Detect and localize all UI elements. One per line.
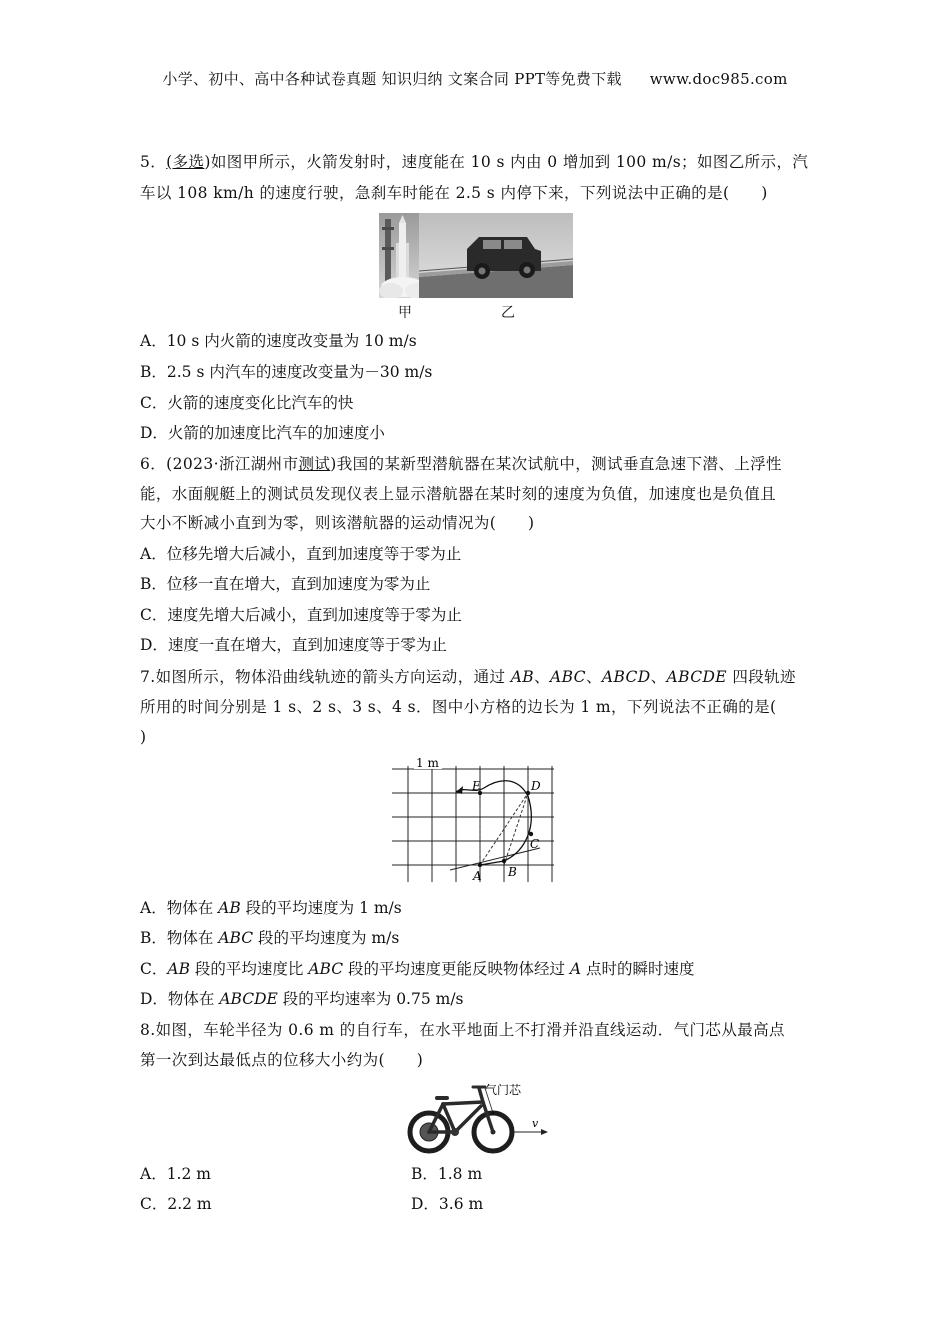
q7-b-pre: B．物体在: [140, 929, 219, 947]
q5-option-c: C．火箭的速度变化比汽车的快: [140, 394, 354, 412]
q7-option-b: [140, 928, 399, 948]
q6-line2: 能，水面舰艇上的测试员发现仪表上显示潜航器在某时刻的速度为负值，加速度也是负值且: [140, 485, 777, 503]
q7-option-d: [140, 989, 464, 1009]
q6-option-b: B．位移一直在增大，直到加速度为零为止: [140, 575, 431, 593]
q7-b-seg: ABC: [218, 929, 254, 947]
q5-num: 5．: [140, 153, 167, 171]
q5-line1: [140, 152, 812, 172]
q5-option-b: B．2.5 s 内汽车的速度改变量为－30 m/s: [140, 363, 433, 381]
header-site: www.doc985.com: [649, 70, 788, 88]
header-text: 小学、初中、高中各种试卷真题 知识归纳 文案合同 PPT等免费下载: [162, 70, 622, 88]
q7-option-a: [140, 898, 402, 918]
q7-b-post: 段的平均速度为 m/s: [253, 929, 400, 947]
velocity-label: v: [532, 1117, 539, 1130]
q6-line3: 大小不断减小直到为零，则该潜航器的运动情况为( ): [140, 514, 535, 532]
q7-d-pre: D．物体在: [140, 990, 220, 1008]
q7-d-post: 段的平均速率为 0.75 m/s: [277, 990, 464, 1008]
q6-option-d: D．速度一直在增大，直到加速度等于零为止: [140, 636, 447, 654]
q7-c-mid2: 段的平均速度更能反映物体经过: [343, 960, 570, 978]
q7-line2: 所用的时间分别是 1 s、2 s、3 s、4 s．图中小方格的边长为 1 m，下列说法不正确的是(: [140, 698, 777, 716]
q7-seg-abc: ABC: [550, 668, 586, 686]
q8-option-d: D．3.6 m: [411, 1195, 484, 1213]
q6-line1-text: )我国的某新型潜航器在某次试航中，测试垂直急速下潜、上浮性: [330, 455, 782, 473]
q7-c-seg1: AB: [167, 960, 190, 978]
q6-prefix: 6．(2023·浙江湖州市: [140, 455, 299, 473]
q7-a-post: 段的平均速度为 1 m/s: [240, 899, 402, 917]
q6-option-c: C．速度先增大后减小，直到加速度等于零为止: [140, 606, 462, 624]
point-c-label: C: [530, 837, 540, 851]
q7-d-seg: ABCDE: [219, 990, 278, 1008]
q7-seg-ab: AB: [510, 668, 535, 686]
grid-scale-label: 1 m: [416, 756, 439, 770]
q5-line2: 车以 108 km/h 的速度行驶，急刹车时能在 2.5 s 内停下来，下列说法中正确的是( ): [140, 184, 768, 202]
q7-line1-b: 四段轨迹: [727, 668, 796, 686]
q7-seg-abcde: ABCDE: [666, 668, 728, 686]
q7-line1: [140, 667, 812, 687]
q7-a-pre: A．物体在: [140, 899, 219, 917]
q7-c-seg2: ABC: [308, 960, 344, 978]
q8-option-b: B．1.8 m: [411, 1165, 483, 1183]
point-d-label: D: [531, 779, 541, 793]
q6-option-a: A．位移先增大后减小，直到加速度等于零为止: [140, 545, 462, 563]
point-b-label: B: [508, 865, 517, 879]
valve-label: 气门芯: [485, 1083, 522, 1097]
q7-trajectory-diagram: [388, 756, 558, 886]
q7-c-point: A: [569, 960, 582, 978]
q8-line2: 第一次到达最低点的位移大小约为( ): [140, 1051, 424, 1069]
q8-option-c: C．2.2 m: [140, 1195, 212, 1213]
q7-c-mid: 段的平均速度比: [189, 960, 309, 978]
q7-line3: ): [140, 728, 147, 746]
point-e-label: E: [472, 779, 481, 793]
q5-caption-left: 甲: [398, 305, 412, 321]
q7-a-seg: AB: [218, 899, 241, 917]
q7-option-c: [140, 959, 695, 979]
q7-seg-abcd: ABCD: [601, 668, 651, 686]
q7-sep-1: 、: [534, 668, 551, 686]
q7-c-pre: C．: [140, 960, 168, 978]
q7-sep-2: 、: [585, 668, 602, 686]
q7-sep-3: 、: [650, 668, 667, 686]
q5-option-d: D．火箭的加速度比汽车的加速度小: [140, 424, 385, 442]
q6-line1: [140, 454, 812, 474]
bicycle-figure: [405, 1080, 555, 1156]
point-a-label: A: [473, 869, 482, 883]
q5-option-a: A．10 s 内火箭的速度改变量为 10 m/s: [140, 332, 417, 350]
q8-line1: 8.如图，车轮半径为 0.6 m 的自行车，在水平地面上不打滑并沿直线运动．气门芯从最高点: [140, 1021, 785, 1039]
q5-tag: (多选: [166, 153, 205, 171]
q5-line1-text: )如图甲所示，火箭发射时，速度能在 10 s 内由 0 增加到 100 m/s；如图乙所示，汽: [204, 153, 809, 171]
q6-tag: 测试: [298, 455, 331, 473]
q5-caption-right: 乙: [501, 305, 515, 321]
page-header: [0, 68, 950, 89]
q7-line1-a: 7.如图所示，物体沿曲线轨迹的箭头方向运动，通过: [140, 668, 511, 686]
q8-option-a: A．1.2 m: [140, 1165, 211, 1183]
q7-c-post: 点时的瞬时速度: [581, 960, 695, 978]
car-photo: [419, 213, 573, 298]
